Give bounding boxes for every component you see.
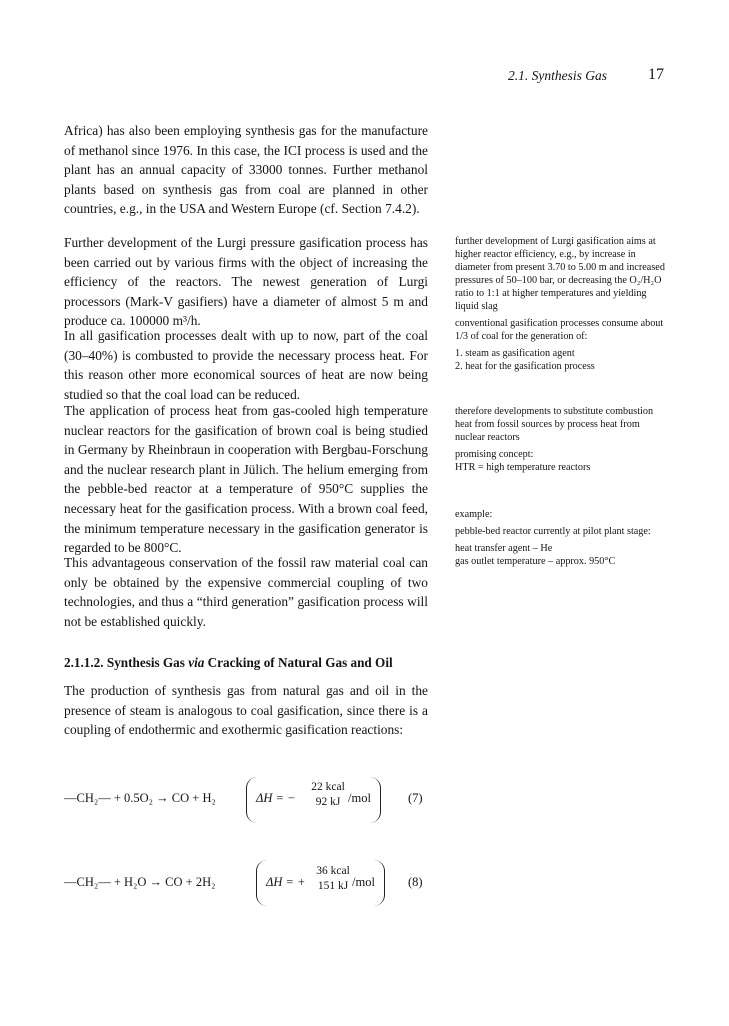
margin-note: further development of Lurgi gasification aims at higher reactor efficiency, e.g., by increase in diameter from present 3.70 to 5.00 m and increased pressures of 50–100 bar, or decreasing the O₂/H₂O ratio to 1:1 at higher temperatures and yielding liquid slag [455,236,665,312]
section-title-part1: Synthesis Gas [106,655,185,670]
equation-7-reaction: —CH₂— + 0.5O₂ → CO + H₂ [64,791,216,805]
section-title-italic: via [188,655,205,670]
margin-note: promising concept: HTR = high temperature reactors [455,449,591,473]
right-paren [374,860,385,906]
body-paragraph-2: Further development of the Lurgi pressure gasification process has been carried out by various firms with the object of increasing the efficiency of the reactors. The newest generation of Lurgi processors (Mark-V gasifiers) have a diameter of almost 5 m and produce ca. 100000 m³/h. [64,235,428,329]
equation-7-denominator: 92 kJ [315,796,341,808]
equation-7-delta: ΔH = − [256,791,296,805]
body-paragraph-1: Africa) has also been employing synthesis gas for the manufacture of methanol since 1976. In this case, the ICI process is used and the plant has an annual capacity of 33000 tonnes. Further methanol plants based on synthesis gas from coal are planned in other countries, e.g., in the USA and Western Europe (cf. Section 7.4.2). [64,123,428,217]
margin-note-block-2 [455,405,669,474]
running-title: 2.1. Synthesis Gas [508,68,607,83]
page-number: 17 [648,66,664,83]
margin-note: therefore developments to substitute combustion heat from fossil sources by process heat from nuclear reactors [455,406,654,443]
equation-8-denominator: 151 kJ [317,880,349,892]
margin-note-block-1 [455,235,669,373]
equation-7-numerator: 22 kcal [311,781,345,793]
equation-8-reaction: —CH₂— + H₂O → CO + 2H₂ [64,875,216,889]
body-paragraph-3: In all gasification processes dealt with up to now, part of the coal (30–40%) is combusted to provide the necessary process heat. For this reason other more economical sources of heat are now being studied so that the coal load can be reduced. [64,328,428,402]
right-paren [370,777,381,823]
body-paragraph-5: This advantageous conservation of the fossil raw material coal can only be obtained by the expensive commercial coupling of two technologies, and thus a “third generation” gasification process will not be established quickly. [64,555,428,629]
equation-8-number: (8) [408,875,423,889]
equation-8-unit: /mol [352,875,375,889]
body-paragraph-4: The application of process heat from gas-cooled high temperature nuclear reactors for the gasification of brown coal is being studied in Germany by Rheinbraun in cooperation with Bergbau-Forschung and the nuclear research plant in Jülich. The helium emerging from the pebble-bed reactor at a temperature of 950°C supplies the necessary heat for the gasification process. With a brown coal feed, the minimum temperature necessary in the gasification generator is regarded to be 800°C. [64,403,428,556]
section-title-part2: Cracking of Natural Gas and Oil [207,655,393,670]
equation-8-numerator: 36 kcal [316,865,350,877]
margin-note: 1. steam as gasification agent 2. heat for the gasification process [455,348,595,372]
margin-note: pebble-bed reactor currently at pilot plant stage: [455,526,651,537]
equation-7-number: (7) [408,791,423,805]
body-paragraph-6: The production of synthesis gas from natural gas and oil in the presence of steam is analogous to coal gasification, since there is a coupling of endothermic and exothermic gasification reactions: [64,683,428,738]
equation-7-unit: /mol [348,791,371,805]
equation-8-delta: ΔH = + [266,875,306,889]
section-heading [64,655,393,671]
section-number: 2.1.1.2. [64,655,104,670]
margin-note: conventional gasification processes consume about 1/3 of coal for the generation of: [455,318,664,342]
margin-note: example: [455,509,493,520]
margin-note: heat transfer agent – He gas outlet temperature – approx. 950°C [455,543,616,567]
margin-note-block-3 [455,508,669,568]
